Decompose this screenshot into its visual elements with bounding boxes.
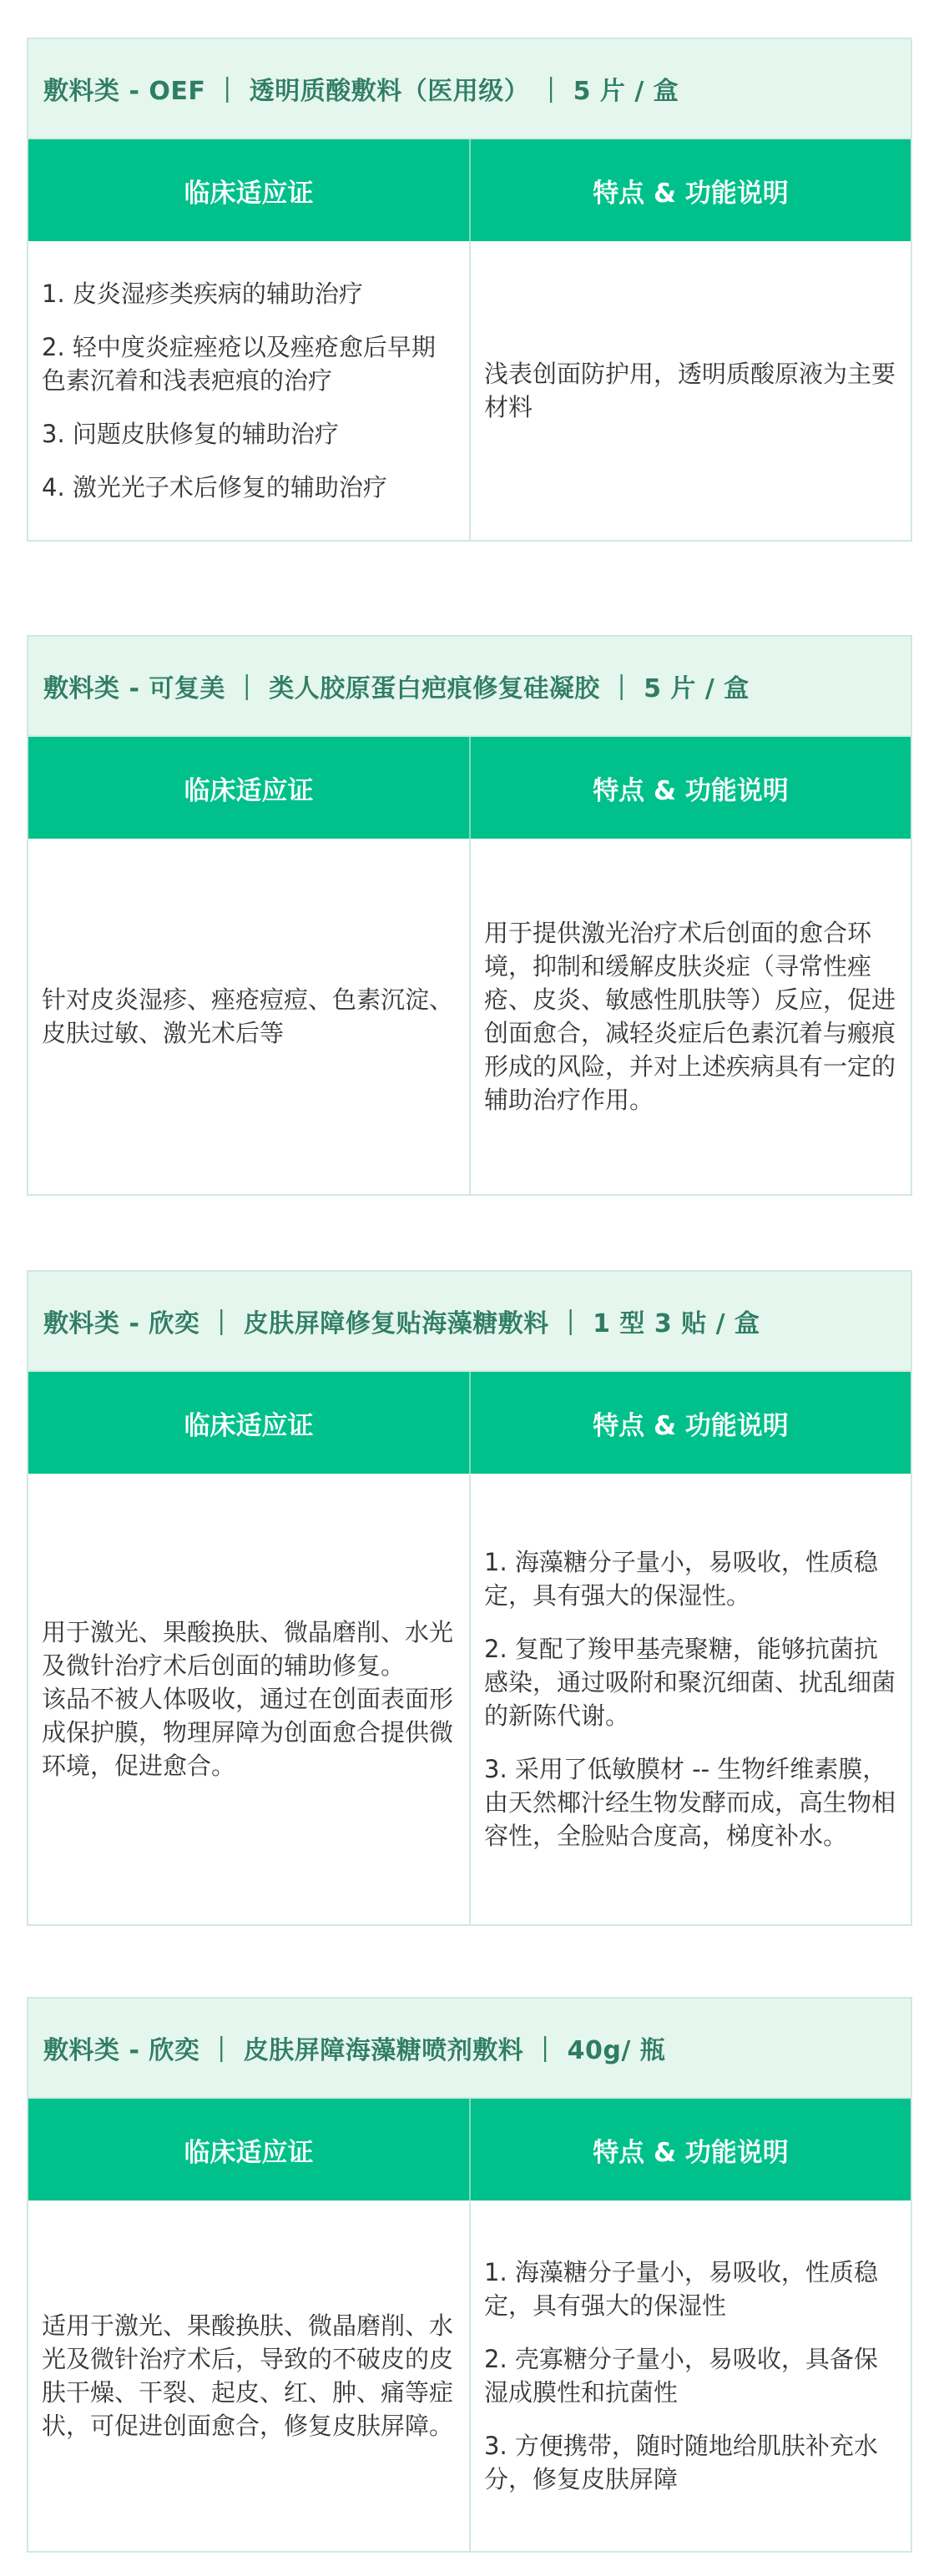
features-text: 用于提供激光治疗术后创面的愈合环境，抑制和缓解皮肤炎症（寻常性痤疮、皮炎、敏感性肌肤等）反应，促进创面愈合，减轻炎症后色素沉着与瘢痕形成的风险，并对上述疾病具有一定的辅助治疗作用。 — [484, 919, 896, 1114]
table-header — [28, 139, 911, 241]
indications-text: 适用于激光、果酸换肤、微晶磨削、水光及微针治疗术后，导致的不破皮的皮肤干燥、干裂、起皮、红、肿、痛等症状，可促进创面愈合，修复皮肤屏障。 — [42, 2311, 454, 2440]
table-header — [28, 1372, 911, 1474]
header-features: 特点 & 功能说明 — [593, 775, 789, 806]
header-indications: 临床适应证 — [28, 2099, 471, 2200]
header-indications: 临床适应证 — [28, 139, 471, 241]
indications-text: 针对皮炎湿疹、痤疮痘痘、色素沉淀、皮肤过敏、激光术后等 — [42, 986, 454, 1047]
indication-item: 1. 皮炎湿疹类疾病的辅助治疗 — [42, 280, 363, 308]
indications-cell — [28, 2200, 471, 2551]
indications-cell — [28, 241, 471, 540]
product-card-kefumei — [27, 635, 912, 1196]
card-title: 敷料类 - 可复美 ｜ 类人胶原蛋白疤痕修复硅凝胶 ｜ 5 片 / 盒 — [28, 637, 911, 737]
table-row — [28, 241, 911, 540]
indications-cell — [28, 839, 471, 1194]
feature-item: 1. 海藻糖分子量小，易吸收，性质稳定，具有强大的保湿性 — [484, 2258, 878, 2320]
table-header — [28, 737, 911, 839]
features-cell — [471, 839, 911, 1194]
feature-item: 2. 壳寡糖分子量小，易吸收，具备保湿成膜性和抗菌性 — [484, 2345, 878, 2407]
indications-text: 用于激光、果酸换肤、微晶磨削、水光及微针治疗术后创面的辅助修复。 该品不被人体吸收，通过在创面表面形成保护膜，物理屏障为创面愈合提供微环境，促进愈合。 — [42, 1618, 454, 1780]
indication-item: 2. 轻中度炎症痤疮以及痤疮愈后早期色素沉着和浅表疤痕的治疗 — [42, 333, 436, 395]
product-card-oef — [27, 38, 912, 542]
features-text: 浅表创面防护用，透明质酸原液为主要材料 — [484, 360, 896, 421]
indication-item: 4. 激光光子术后修复的辅助治疗 — [42, 473, 387, 502]
feature-item: 2. 复配了羧甲基壳聚糖，能够抗菌抗感染，通过吸附和聚沉细菌、扰乱细菌的新陈代谢。 — [484, 1635, 896, 1730]
table-row — [28, 2200, 911, 2551]
header-features: 特点 & 功能说明 — [593, 178, 789, 209]
indications-cell — [28, 1474, 471, 1924]
header-indications: 临床适应证 — [28, 737, 471, 839]
table-header — [28, 2099, 911, 2200]
indication-item: 3. 问题皮肤修复的辅助治疗 — [42, 420, 339, 448]
feature-item: 3. 采用了低敏膜材 -- 生物纤维素膜，由天然椰汁经生物发酵而成，高生物相容性，全脸贴合度高，梯度补水。 — [484, 1755, 896, 1850]
card-title: 敷料类 - 欣奕 ｜ 皮肤屏障修复贴海藻糖敷料 ｜ 1 型 3 贴 / 盒 — [28, 1272, 911, 1372]
feature-item: 1. 海藻糖分子量小，易吸收，性质稳定，具有强大的保湿性。 — [484, 1548, 878, 1610]
product-card-xinyi-patch — [27, 1270, 912, 1926]
header-features: 特点 & 功能说明 — [593, 1410, 789, 1441]
table-row — [28, 839, 911, 1194]
features-cell — [471, 2200, 911, 2551]
features-cell — [471, 241, 911, 540]
header-indications: 临床适应证 — [28, 1372, 471, 1474]
header-features: 特点 & 功能说明 — [593, 2137, 789, 2168]
card-title: 敷料类 - 欣奕 ｜ 皮肤屏障海藻糖喷剂敷料 ｜ 40g/ 瓶 — [28, 1999, 911, 2099]
card-title: 敷料类 - OEF ｜ 透明质酸敷料（医用级） ｜ 5 片 / 盒 — [28, 39, 911, 139]
features-cell — [471, 1474, 911, 1924]
table-row — [28, 1474, 911, 1924]
product-card-xinyi-spray — [27, 1997, 912, 2553]
feature-item: 3. 方便携带，随时随地给肌肤补充水分，修复皮肤屏障 — [484, 2432, 878, 2493]
